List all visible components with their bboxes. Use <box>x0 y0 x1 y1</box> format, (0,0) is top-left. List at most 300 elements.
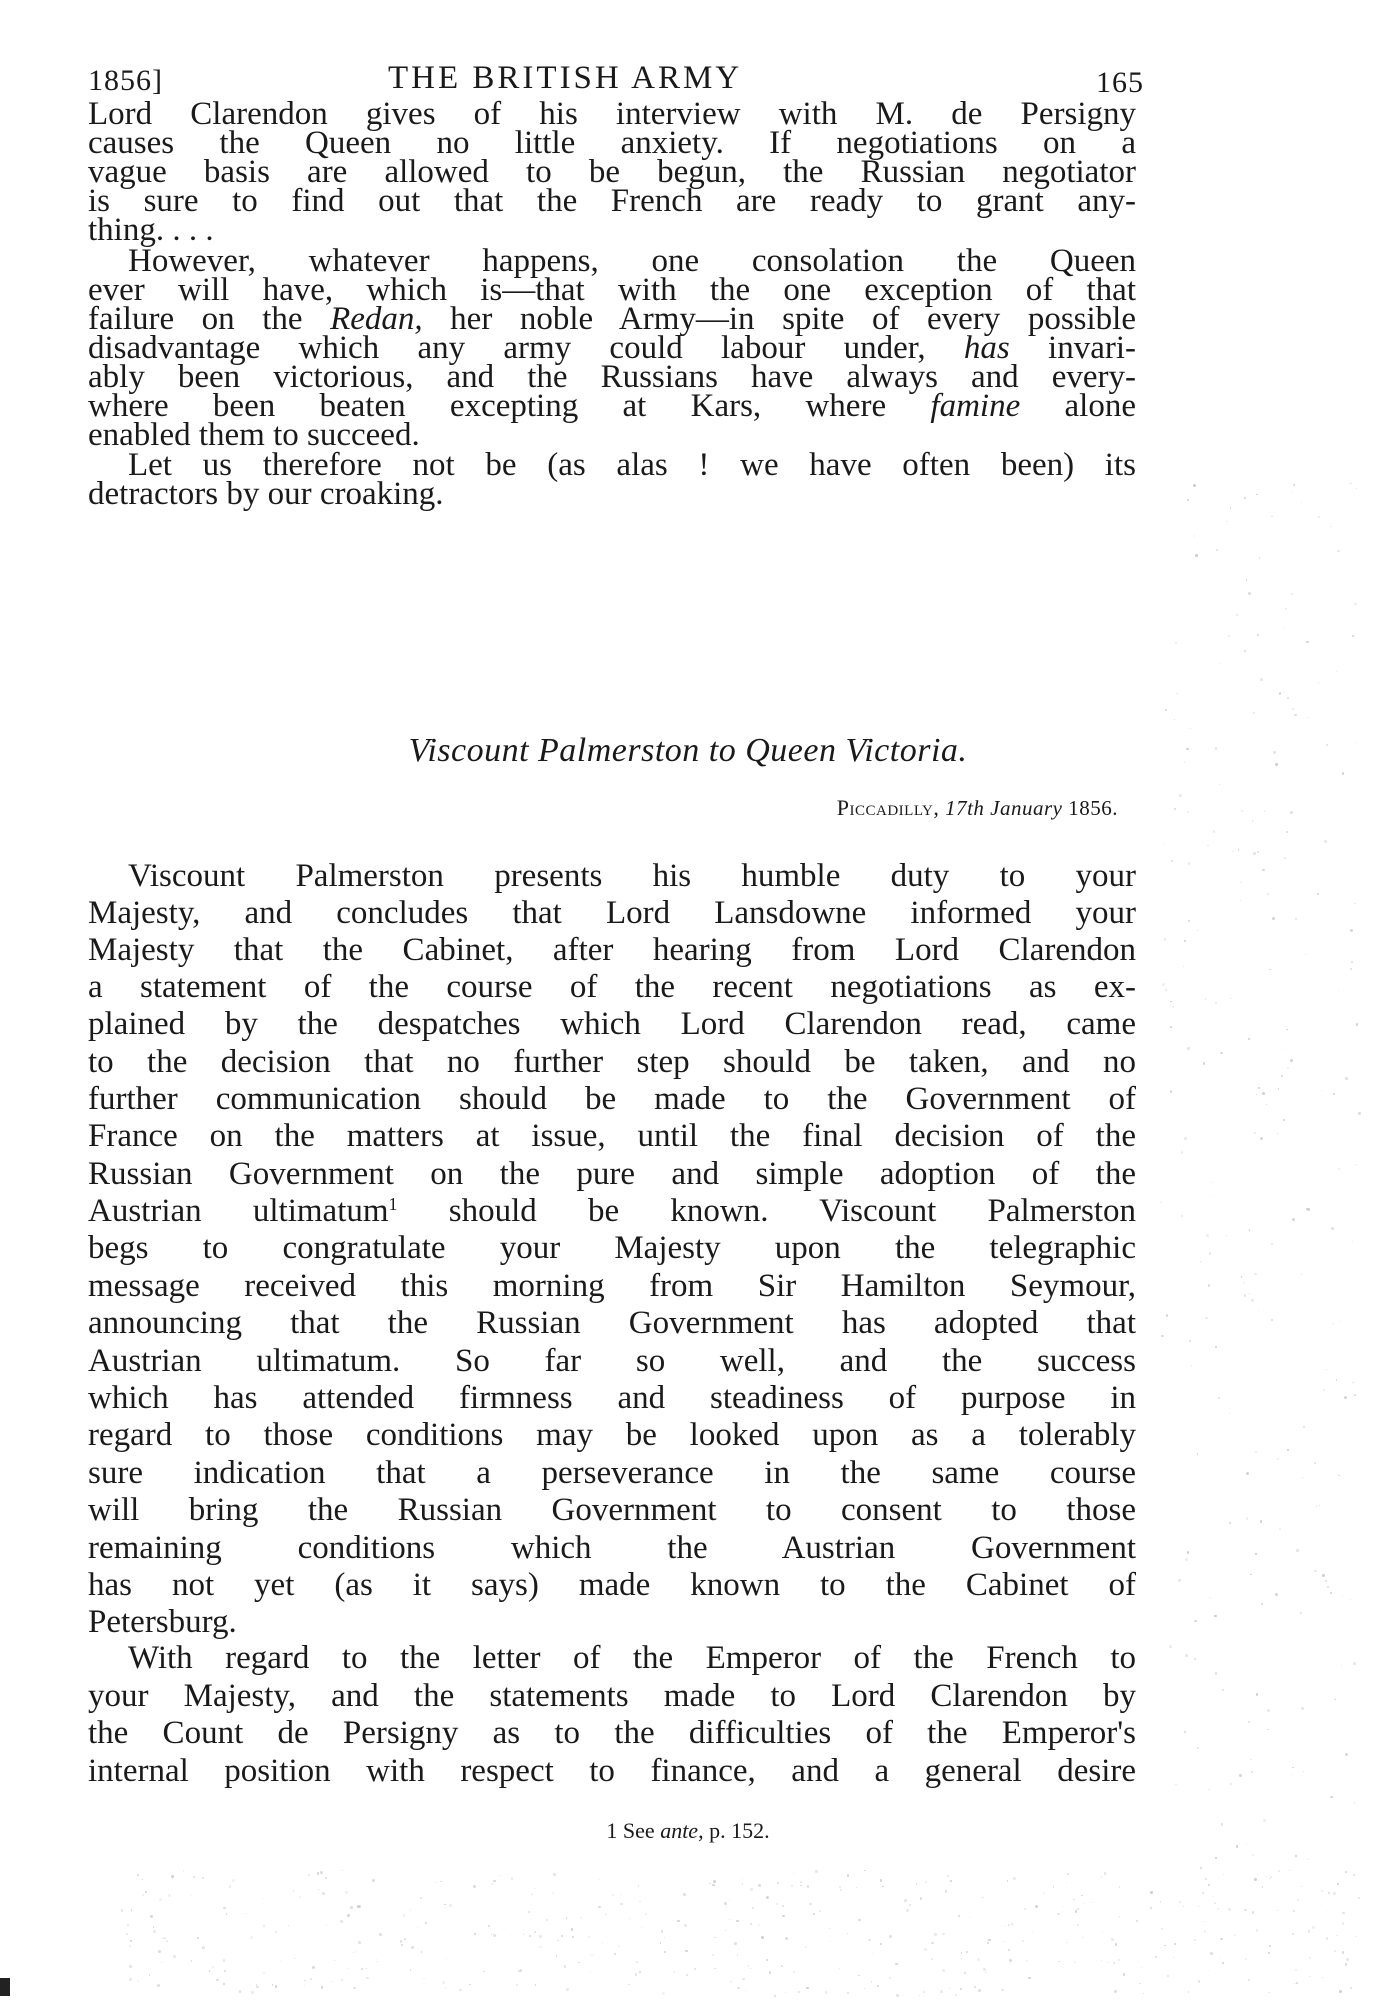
scan-speckle <box>212 1966 214 1968</box>
scan-speckle <box>1155 1956 1157 1958</box>
scan-speckle <box>1251 1299 1254 1302</box>
scan-speckle <box>1254 1878 1257 1881</box>
scan-speckle <box>320 1871 323 1874</box>
scan-speckle <box>664 1937 665 1938</box>
scan-speckle <box>737 1954 739 1956</box>
scan-speckle <box>1185 1654 1188 1657</box>
scan-speckle <box>1344 1396 1347 1399</box>
scan-speckle <box>1246 1517 1249 1520</box>
scan-speckle <box>1249 1293 1250 1294</box>
scan-speckle <box>1321 1890 1323 1892</box>
text-line: With regard to the letter of the Emperor of the French to <box>128 1640 1136 1676</box>
scan-speckle <box>1236 614 1238 616</box>
scan-speckle <box>1188 1991 1189 1992</box>
scan-speckle <box>1066 1942 1067 1943</box>
scan-speckle <box>410 1909 411 1910</box>
scan-speckle <box>896 1994 899 1997</box>
scan-speckle <box>1195 554 1198 557</box>
scan-speckle <box>216 1979 218 1981</box>
scan-speckle <box>556 1955 557 1956</box>
text-line: vague basis are allowed to be begun, the Russian negotiator <box>88 154 1136 190</box>
scan-speckle <box>1346 1958 1348 1960</box>
scan-speckle <box>877 1985 878 1986</box>
scan-speckle <box>714 1968 716 1970</box>
scan-speckle <box>1230 507 1232 509</box>
scan-speckle <box>1260 678 1263 681</box>
scan-speckle <box>1342 1951 1344 1953</box>
scan-speckle <box>149 1974 151 1976</box>
scan-speckle <box>748 1965 750 1967</box>
scan-speckle <box>694 1968 696 1970</box>
scan-speckle <box>1252 1911 1255 1914</box>
scan-speckle <box>1028 1977 1031 1980</box>
scan-speckle <box>1165 709 1167 711</box>
text-line: the Count de Persigny as to the difficulties of the Emperor's <box>88 1715 1136 1751</box>
text-line: Majesty, and concludes that Lord Lansdowne informed your <box>88 895 1136 931</box>
scan-speckle <box>1202 1892 1204 1894</box>
scan-speckle <box>709 1883 711 1885</box>
scan-speckle <box>1292 1767 1293 1768</box>
text-line: ably been victorious, and the Russians have always and every- <box>88 359 1136 395</box>
scan-speckle <box>263 1898 264 1899</box>
scan-speckle <box>1252 820 1253 821</box>
scan-speckle <box>1053 1886 1054 1887</box>
scan-speckle <box>1184 1731 1187 1734</box>
scan-speckle <box>1226 521 1227 522</box>
scan-speckle <box>223 1907 226 1910</box>
scan-speckle <box>425 1922 427 1924</box>
scan-speckle <box>1350 483 1352 485</box>
scan-speckle <box>947 1875 949 1877</box>
scan-speckle <box>955 1994 957 1996</box>
scan-speckle <box>1188 862 1190 864</box>
scan-speckle <box>961 1958 962 1959</box>
scan-speckle <box>1165 989 1167 991</box>
text-line: Austrian ultimatum$^1$ should be known. Viscount Palmerston <box>88 1193 1136 1229</box>
scan-speckle <box>1279 1528 1281 1530</box>
scan-speckle <box>785 1992 786 1993</box>
scan-speckle <box>830 1941 831 1942</box>
scan-speckle <box>1324 840 1327 843</box>
text-line: detractors by our croaking. <box>88 476 444 512</box>
scan-speckle <box>1350 929 1353 932</box>
scan-speckle <box>322 1892 325 1895</box>
scan-speckle <box>263 1972 265 1974</box>
scan-speckle <box>523 1929 524 1930</box>
scan-speckle <box>239 1990 242 1993</box>
scan-speckle <box>1305 954 1306 955</box>
scan-speckle <box>366 1977 368 1979</box>
scan-speckle <box>1260 1520 1263 1523</box>
scan-speckle <box>1238 849 1240 851</box>
scan-speckle <box>813 1913 815 1915</box>
scan-speckle <box>131 1909 132 1910</box>
text-line: Petersburg. <box>88 1604 237 1640</box>
scan-speckle <box>674 1971 676 1973</box>
scan-speckle <box>1222 1689 1224 1691</box>
scan-speckle <box>1296 1982 1298 1984</box>
scan-speckle <box>445 1987 446 1988</box>
scan-speckle <box>1336 671 1337 672</box>
scan-speckle <box>1314 1462 1316 1464</box>
scan-speckle <box>635 1973 637 1975</box>
scan-speckle <box>1285 608 1287 610</box>
text-line: Majesty that the Cabinet, after hearing from Lord Clarendon <box>88 932 1136 968</box>
scan-speckle <box>342 1870 343 1871</box>
scan-speckle <box>1114 1990 1117 1993</box>
scan-speckle <box>1325 1580 1327 1582</box>
scan-speckle <box>839 1968 840 1969</box>
text-line: disadvantage which any army could labour under, has invari- <box>88 330 1136 366</box>
scan-speckle <box>1243 1282 1244 1283</box>
scan-speckle <box>724 1902 727 1905</box>
scan-speckle <box>1261 1603 1263 1605</box>
scan-speckle <box>1262 1886 1264 1888</box>
scan-speckle <box>423 1978 424 1979</box>
scan-speckle <box>157 1984 160 1987</box>
scan-speckle <box>1194 1658 1196 1660</box>
scan-speckle <box>523 1934 524 1935</box>
scan-speckle <box>1214 1615 1217 1618</box>
scan-speckle <box>1293 484 1295 486</box>
scan-speckle <box>1292 708 1294 710</box>
scan-speckle <box>1262 1092 1265 1095</box>
scan-speckle <box>645 1913 646 1914</box>
scan-speckle <box>1216 549 1219 552</box>
scan-speckle <box>940 1990 943 1993</box>
scan-speckle <box>1241 1276 1243 1278</box>
scan-speckle <box>1297 1899 1299 1901</box>
scan-speckle <box>1220 1052 1223 1055</box>
scan-speckle <box>275 1985 277 1987</box>
scan-speckle <box>839 1886 841 1888</box>
scan-speckle <box>612 1894 614 1896</box>
scan-speckle <box>1173 1957 1174 1958</box>
scan-speckle <box>1136 1920 1138 1922</box>
scan-speckle <box>1281 1075 1284 1078</box>
scan-speckle <box>620 1903 622 1905</box>
scan-speckle <box>605 1914 607 1916</box>
scan-speckle <box>882 1886 883 1887</box>
scan-speckle <box>449 1904 452 1907</box>
scan-speckle <box>1352 1382 1354 1384</box>
scan-speckle <box>366 1968 367 1969</box>
scan-speckle <box>1263 1819 1266 1822</box>
scan-speckle <box>1352 635 1354 637</box>
scan-speckle <box>1150 1891 1153 1894</box>
scan-speckle <box>442 1981 445 1984</box>
scan-speckle <box>520 1969 523 1972</box>
text-line: internal position with respect to finance, and a general desire <box>88 1753 1136 1789</box>
scan-speckle <box>1219 663 1220 664</box>
scan-speckle <box>1163 843 1164 844</box>
scan-speckle <box>294 1958 295 1959</box>
scan-speckle <box>685 1950 688 1953</box>
scan-speckle <box>1102 1931 1103 1932</box>
scan-speckle <box>1215 1857 1217 1859</box>
scan-speckle <box>1209 1597 1210 1598</box>
scan-speckle <box>819 1910 821 1912</box>
scan-speckle <box>1251 1771 1253 1773</box>
scan-speckle <box>1262 869 1265 872</box>
scan-speckle <box>931 1958 933 1960</box>
scan-speckle <box>421 1951 423 1953</box>
scan-speckle <box>872 1953 873 1954</box>
scan-speckle <box>1258 1087 1260 1089</box>
scan-speckle <box>1353 1874 1356 1877</box>
scan-speckle <box>628 1984 629 1985</box>
scan-speckle <box>580 1917 582 1919</box>
scan-speckle <box>1293 1910 1295 1912</box>
scan-speckle <box>410 1969 411 1970</box>
scan-speckle <box>847 1874 849 1876</box>
scan-speckle <box>1356 1164 1357 1165</box>
scan-speckle <box>126 1933 128 1935</box>
scan-speckle <box>1183 966 1184 967</box>
scan-speckle <box>590 1971 591 1972</box>
scan-speckle <box>1011 1923 1013 1925</box>
scan-speckle <box>904 1899 907 1902</box>
scan-speckle <box>435 1882 436 1883</box>
scan-speckle <box>1295 1969 1297 1971</box>
letter-dateline: Piccadilly, 17th January 1856. <box>836 795 1118 820</box>
scan-speckle <box>1358 1112 1361 1115</box>
scan-speckle <box>742 1883 743 1884</box>
scan-speckle <box>729 1919 731 1921</box>
scan-speckle <box>1004 1941 1005 1942</box>
scan-speckle <box>376 1961 378 1963</box>
scan-speckle <box>129 1894 130 1895</box>
scan-speckle <box>1356 488 1357 489</box>
scan-speckle <box>1354 903 1355 904</box>
text-line: failure on the Redan, her noble Army—in spite of every possible <box>88 301 1136 337</box>
scan-speckle <box>1232 851 1233 852</box>
scan-speckle <box>909 1904 911 1906</box>
scan-speckle <box>1334 1950 1336 1952</box>
scan-speckle <box>1248 1979 1250 1981</box>
scan-speckle <box>334 1960 335 1961</box>
scan-speckle <box>1190 728 1192 730</box>
scan-speckle <box>1338 1475 1340 1477</box>
scan-speckle <box>223 1959 226 1962</box>
scan-speckle <box>985 1972 986 1973</box>
scan-speckle <box>1164 1945 1166 1947</box>
scan-speckle <box>1187 499 1189 501</box>
scan-speckle <box>1309 1976 1310 1977</box>
scan-speckle <box>1290 811 1293 814</box>
scan-speckle <box>1179 794 1182 797</box>
text-line: message received this morning from Sir Hamilton Seymour, <box>88 1268 1136 1304</box>
scan-speckle <box>1271 516 1273 518</box>
scan-speckle <box>483 1971 485 1973</box>
scan-speckle <box>1091 1980 1092 1981</box>
scan-speckle <box>263 1925 265 1927</box>
scan-speckle <box>1210 1195 1211 1196</box>
scan-speckle <box>806 1987 808 1989</box>
scan-speckle <box>1007 1880 1008 1881</box>
scan-speckle <box>1008 1949 1010 1951</box>
scan-speckle <box>1296 1549 1299 1552</box>
scan-speckle <box>931 1942 934 1945</box>
scan-speckle <box>864 1870 865 1871</box>
scan-speckle <box>1215 1002 1217 1004</box>
scan-speckle <box>130 1940 132 1942</box>
scan-speckle <box>829 1928 830 1929</box>
scan-speckle <box>1292 1774 1293 1775</box>
scan-speckle <box>1323 1389 1325 1391</box>
scan-speckle <box>372 1879 375 1882</box>
scan-speckle <box>491 1883 493 1885</box>
scan-speckle <box>1248 1038 1250 1040</box>
scan-speckle <box>232 1879 235 1882</box>
scan-speckle <box>1289 1870 1290 1871</box>
scan-speckle <box>1176 693 1177 694</box>
scan-speckle <box>1214 1902 1216 1904</box>
scan-speckle <box>758 1884 761 1887</box>
scan-speckle <box>1301 502 1302 503</box>
scan-speckle <box>750 1923 752 1925</box>
scan-speckle <box>1295 1855 1296 1856</box>
scan-speckle <box>341 1979 343 1981</box>
scan-speckle <box>145 1891 147 1893</box>
scan-speckle <box>353 1987 355 1989</box>
letter-heading: Viscount Palmerston to Queen Victoria. <box>408 732 968 769</box>
scan-speckle <box>361 1968 363 1970</box>
scan-speckle <box>1287 697 1290 700</box>
scan-speckle <box>805 1946 807 1948</box>
scan-speckle <box>950 1880 952 1882</box>
scan-speckle <box>1292 1218 1295 1221</box>
scan-speckle <box>404 1938 406 1940</box>
scan-speckle <box>161 1962 162 1963</box>
scan-speckle <box>1063 1906 1064 1907</box>
scan-speckle <box>1294 714 1296 716</box>
scan-speckle <box>1118 1959 1120 1961</box>
scan-speckle <box>809 1903 812 1906</box>
scan-speckle <box>1139 1983 1140 1984</box>
scan-speckle <box>1309 1957 1310 1958</box>
scan-speckle <box>1287 1067 1290 1070</box>
scan-speckle <box>1300 1612 1302 1614</box>
scan-speckle <box>340 1920 343 1923</box>
scan-speckle <box>978 1989 981 1992</box>
text-line: which has attended firmness and steadiness of purpose in <box>88 1380 1136 1416</box>
scan-speckle <box>840 1889 842 1891</box>
scan-speckle <box>742 1978 745 1981</box>
scan-speckle <box>895 1963 898 1966</box>
scan-speckle <box>729 1899 730 1900</box>
scan-speckle <box>1230 1783 1232 1785</box>
scan-speckle <box>121 1909 123 1911</box>
scan-speckle <box>345 1891 348 1894</box>
scan-speckle <box>1187 1047 1190 1050</box>
scan-speckle <box>1207 845 1209 847</box>
scan-speckle <box>1226 1235 1227 1236</box>
scan-speckle <box>660 1942 661 1943</box>
scan-speckle <box>725 1930 726 1931</box>
scan-speckle <box>639 1901 641 1903</box>
scan-speckle <box>1113 1962 1115 1964</box>
scan-speckle <box>880 1879 883 1882</box>
scan-speckle <box>446 1959 447 1960</box>
scan-speckle <box>1354 603 1357 606</box>
scan-speckle <box>1075 1910 1077 1912</box>
scan-speckle <box>800 1885 801 1886</box>
scan-speckle <box>1336 1379 1337 1380</box>
scan-speckle <box>1316 1506 1317 1507</box>
scan-speckle <box>1256 1929 1259 1932</box>
scan-speckle <box>1115 1943 1118 1946</box>
scan-speckle <box>750 1888 753 1891</box>
text-line: your Majesty, and the statements made to Lord Clarendon by <box>88 1678 1136 1714</box>
text-line: announcing that the Russian Government has adopted that <box>88 1305 1136 1341</box>
scan-speckle <box>1260 1137 1263 1140</box>
scan-speckle <box>401 1944 402 1945</box>
scan-speckle <box>326 1924 327 1925</box>
scan-speckle <box>1312 1926 1315 1929</box>
scan-speckle <box>473 1885 475 1887</box>
scan-speckle <box>1322 1977 1323 1978</box>
header-title: THE BRITISH ARMY <box>388 60 743 96</box>
scan-speckle <box>777 1882 779 1884</box>
scan-speckle <box>129 1945 131 1947</box>
scan-speckle <box>223 1983 225 1985</box>
text-line: a statement of the course of the recent negotiations as ex- <box>88 969 1136 1005</box>
scan-speckle <box>173 1955 176 1958</box>
scan-speckle <box>1256 1693 1258 1695</box>
scan-speckle <box>1166 1314 1168 1316</box>
scan-speckle <box>1269 969 1270 970</box>
scan-speckle <box>726 1907 727 1908</box>
scan-speckle <box>1024 1908 1026 1910</box>
scan-speckle <box>358 1941 361 1944</box>
scan-speckle <box>1303 1771 1305 1773</box>
scan-speckle <box>1181 1215 1183 1217</box>
text-line: sure indication that a perseverance in the same course <box>88 1455 1136 1491</box>
scan-speckle <box>641 1926 643 1928</box>
scan-speckle <box>1188 920 1190 922</box>
scan-speckle <box>1252 1854 1254 1856</box>
text-line: remaining conditions which the Austrian Government <box>88 1530 1136 1566</box>
scan-speckle <box>1257 851 1259 853</box>
scan-speckle <box>636 1961 638 1963</box>
scan-speckle <box>1270 1876 1272 1878</box>
scan-speckle <box>1119 1886 1121 1888</box>
scan-speckle <box>183 1870 184 1871</box>
scan-speckle <box>734 1942 737 1945</box>
scan-speckle <box>1345 1077 1348 1080</box>
scan-speckle <box>400 1940 403 1943</box>
scan-speckle <box>889 1935 892 1938</box>
scan-speckle <box>761 1936 764 1939</box>
scan-speckle <box>376 1959 377 1960</box>
scan-speckle <box>1250 1574 1252 1576</box>
scan-speckle <box>1194 1939 1196 1941</box>
scan-speckle <box>1082 1937 1083 1938</box>
scan-speckle <box>753 1900 754 1901</box>
scan-speckle <box>1104 1872 1107 1875</box>
scan-speckle <box>304 1985 305 1986</box>
scan-speckle <box>1326 744 1328 746</box>
text-line: Let us therefore not be (as alas ! we have often been) its <box>128 447 1136 483</box>
scan-speckle <box>906 1909 909 1912</box>
scan-speckle <box>352 1952 353 1953</box>
scan-speckle <box>1236 1845 1239 1848</box>
scan-speckle <box>256 1986 258 1988</box>
scan-speckle <box>684 1924 687 1927</box>
scan-speckle <box>1010 1963 1012 1965</box>
scan-speckle <box>444 1904 446 1906</box>
